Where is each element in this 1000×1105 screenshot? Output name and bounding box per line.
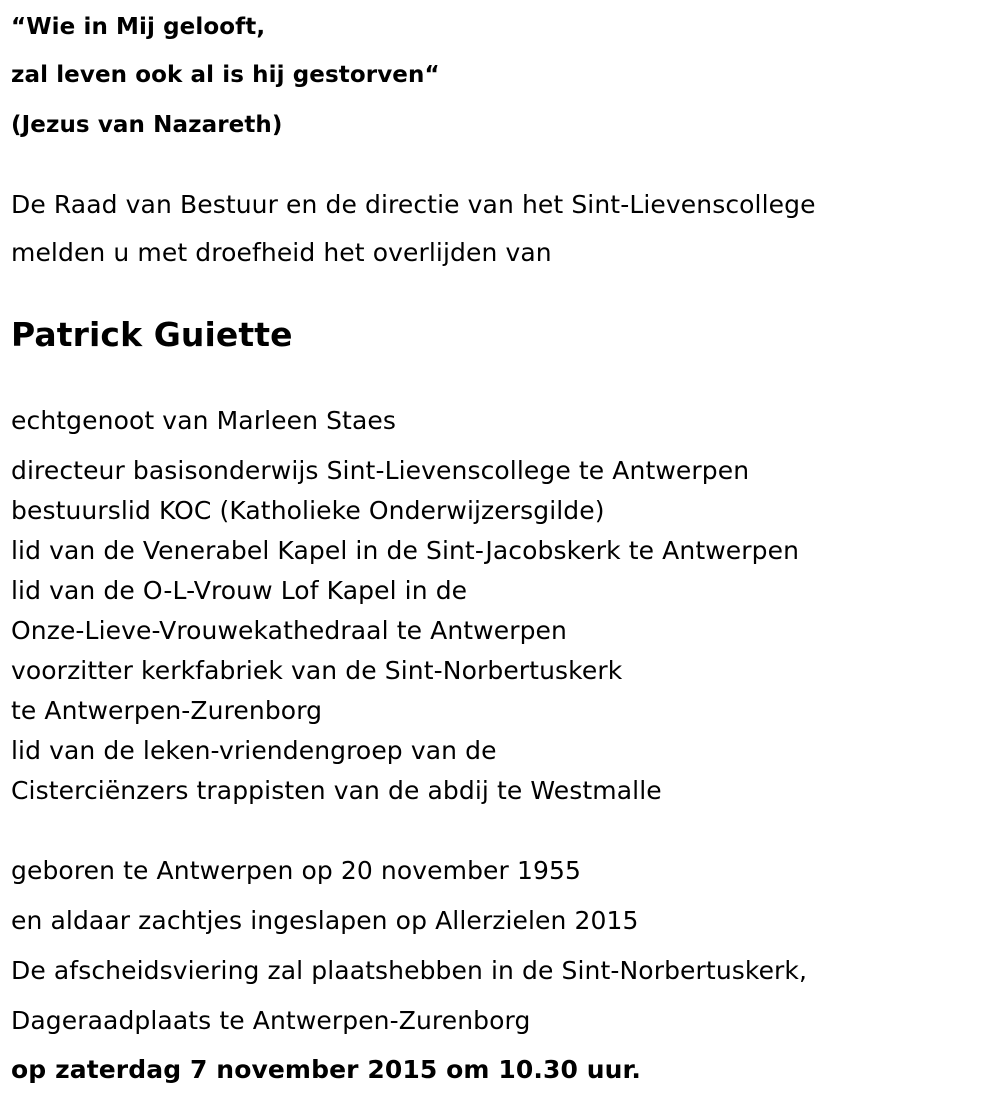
ceremony-location-line-2: Dageraadplaats te Antwerpen-Zurenborg [11, 1006, 531, 1035]
function-line: lid van de leken-vriendengroep van de [11, 736, 497, 765]
function-line: Onze-Lieve-Vrouwekathedraal te Antwerpen [11, 616, 567, 645]
ceremony-location-line-1: De afscheidsviering zal plaatshebben in de Sint-Norbertuskerk, [11, 956, 808, 985]
quote-line-1: “Wie in Mij gelooft, [11, 14, 266, 40]
death-line: en aldaar zachtjes ingeslapen op Allerzielen 2015 [11, 906, 639, 935]
function-line: lid van de O-L-Vrouw Lof Kapel in de [11, 576, 468, 605]
function-line: directeur basisonderwijs Sint-Lievenscollege te Antwerpen [11, 456, 750, 485]
ceremony-time: op zaterdag 7 november 2015 om 10.30 uur. [11, 1055, 642, 1084]
function-line: lid van de Venerabel Kapel in de Sint-Jacobskerk te Antwerpen [11, 536, 800, 565]
spouse-line: echtgenoot van Marleen Staes [11, 406, 396, 435]
announcement-line-2: melden u met droefheid het overlijden van [11, 238, 552, 267]
function-line: bestuurslid KOC (Katholieke Onderwijzersgilde) [11, 496, 605, 525]
birth-line: geboren te Antwerpen op 20 november 1955 [11, 856, 581, 885]
deceased-name: Patrick Guiette [11, 315, 293, 354]
quote-attribution: (Jezus van Nazareth) [11, 112, 283, 138]
function-line: te Antwerpen-Zurenborg [11, 696, 323, 725]
quote-line-2: zal leven ook al is hij gestorven“ [11, 62, 440, 88]
function-line: Cisterciënzers trappisten van de abdij te Westmalle [11, 776, 662, 805]
announcement-line-1: De Raad van Bestuur en de directie van het Sint-Lievenscollege [11, 190, 816, 219]
function-line: voorzitter kerkfabriek van de Sint-Norbertuskerk [11, 656, 623, 685]
